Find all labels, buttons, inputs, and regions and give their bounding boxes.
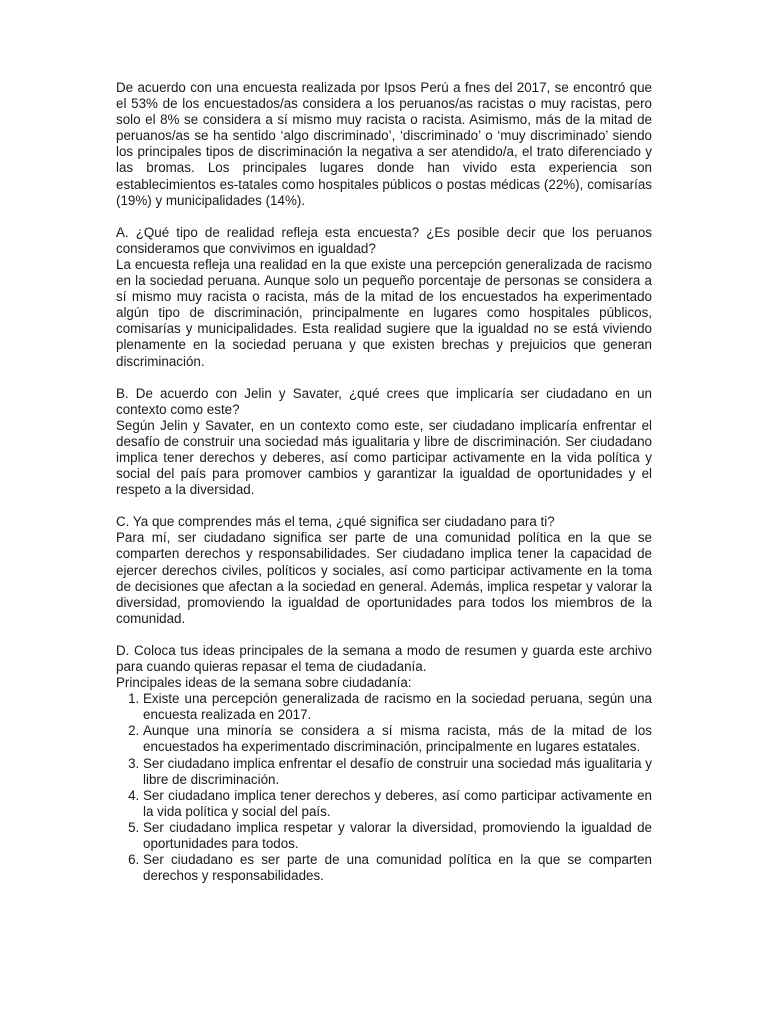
list-item: 3. Ser ciudadano implica enfrentar el desafío de construir una sociedad más igualitaria y libre de discriminación. (143, 756, 652, 788)
intro-paragraph: De acuerdo con una encuesta realizada por Ipsos Perú a fnes del 2017, se encontró que el 53% de los encuestados/as considera a los peruanos/as racistas o muy racistas, pero solo el 8% se considera a sí mismo muy racista o racista. Asimismo, más de la mitad de peruanos/as se ha sentido ‘algo discriminado’, ‘discriminado’ o ‘muy discriminado’ siendo los principales tipos de discriminación la negativa a ser atendido/a, el trato diferenciado y las bromas. Los principales lugares donde han vivido esta experiencia son establecimientos es-tatales como hospitales públicos o postas médicas (22%), comisarías (19%) y municipalidades (14%). (116, 80, 652, 208)
question-d: D. Coloca tus ideas principales de la semana a modo de resumen y guarda este archivo para cuando quieras repasar el tema de ciudadanía. (116, 642, 652, 674)
section-a (116, 225, 652, 370)
summary-intro: Principales ideas de la semana sobre ciudadanía: (116, 675, 412, 691)
question-c: C. Ya que comprendes más el tema, ¿qué significa ser ciudadano para ti? (116, 514, 555, 530)
section-b (116, 386, 652, 499)
section-c (116, 514, 652, 627)
list-item: 4. Ser ciudadano implica tener derechos y deberes, así como participar activamente en la vida política y social del país. (143, 788, 652, 820)
summary-list (116, 691, 652, 884)
list-item: 2. Aunque una minoría se considera a sí misma racista, más de la mitad de los encuestados ha experimentado discriminación, principalmente en lugares estatales. (143, 723, 652, 755)
section-d (116, 643, 652, 884)
list-item: 6. Ser ciudadano es ser parte de una comunidad política en la que se comparten derechos y responsabilidades. (143, 852, 652, 884)
answer-a: La encuesta refleja una realidad en la que existe una percepción generalizada de racismo en la sociedad peruana. Aunque solo un pequeño porcentaje de personas se considera a sí mismo muy racista o racista, más de la mitad de los encuestados ha experimentado algún tipo de discriminación, principalmente en lugares como hospitales públicos, comisarías y municipalidades. Esta realidad sugiere que la igualdad no se está viviendo plenamente en la sociedad peruana y que existen brechas y prejuicios que generan discriminación. (116, 256, 652, 369)
list-item: 1. Existe una percepción generalizada de racismo en la sociedad peruana, según una encuesta realizada en 2017. (143, 691, 652, 723)
list-item: 5. Ser ciudadano implica respetar y valorar la diversidad, promoviendo la igualdad de oportunidades para todos. (143, 820, 652, 852)
answer-c: Para mí, ser ciudadano significa ser parte de una comunidad política en la que se comparten derechos y responsabilidades. Ser ciudadano implica tener la capacidad de ejercer derechos civiles, políticos y sociales, así como participar activamente en la toma de decisiones que afectan a la sociedad en general. Además, implica respetar y valorar la diversidad, promoviendo la igualdad de oportunidades para todos los miembros de la comunidad. (116, 530, 652, 626)
question-a: A. ¿Qué tipo de realidad refleja esta encuesta? ¿Es posible decir que los peruanos consideramos que convivimos en igualdad? (116, 224, 652, 256)
question-b: B. De acuerdo con Jelin y Savater, ¿qué crees que implicaría ser ciudadano en un contexto como este? (116, 385, 652, 417)
answer-b: Según Jelin y Savater, en un contexto como este, ser ciudadano implicaría enfrentar el desafío de construir una sociedad más igualitaria y libre de discriminación. Ser ciudadano implica tener derechos y deberes, así como participar activamente en la vida política y social del país para promover cambios y garantizar la igualdad de oportunidades y el respeto a la diversidad. (116, 417, 652, 498)
